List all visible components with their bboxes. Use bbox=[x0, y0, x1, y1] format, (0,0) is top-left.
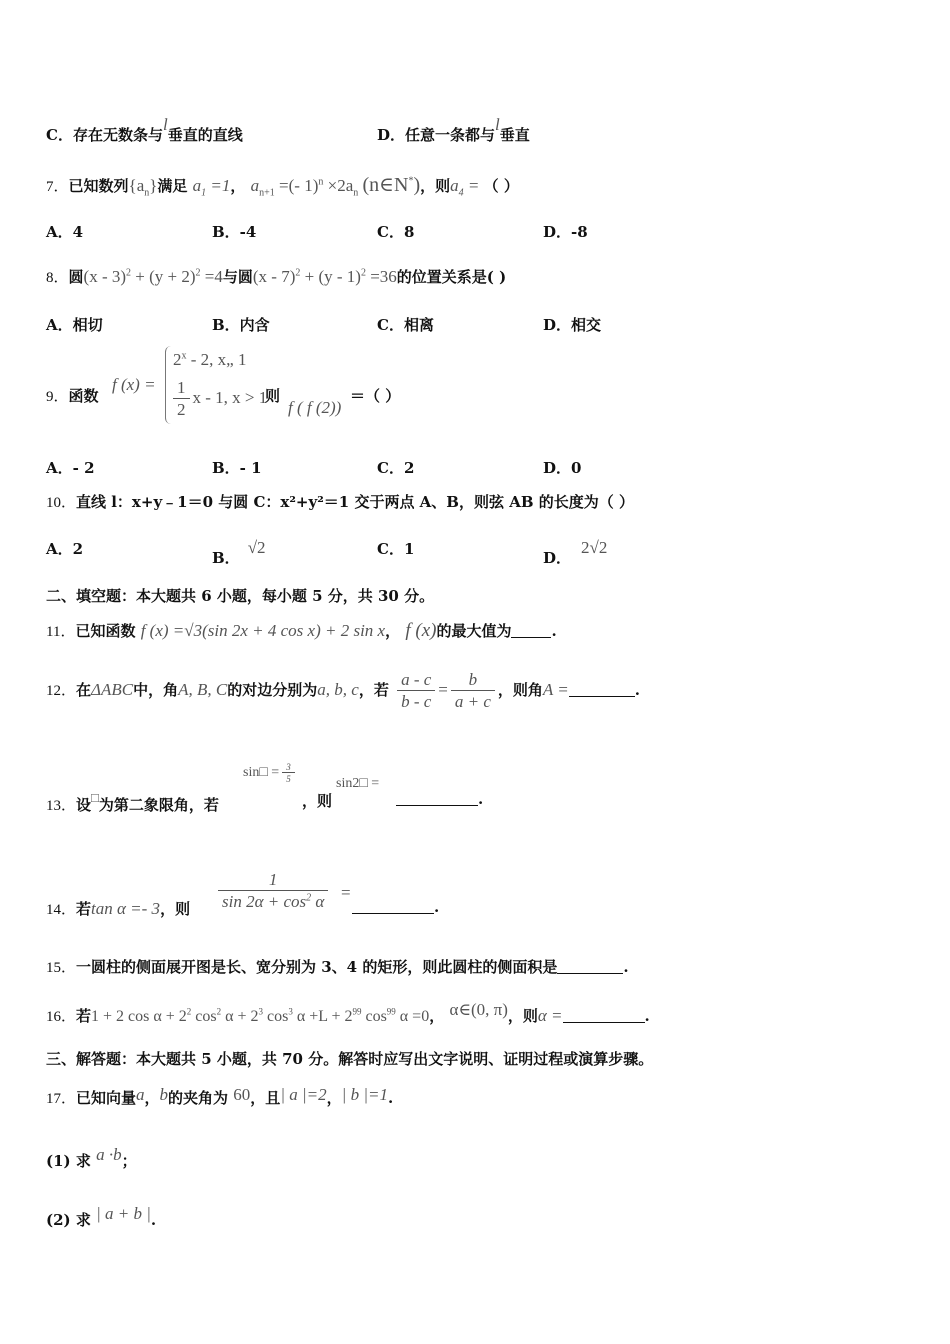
q9-then: 则 bbox=[265, 387, 281, 405]
q9-composite: f ( f (2)) bbox=[288, 398, 342, 417]
question-10: 10．直线 l：x+y﹣1＝0 与圆 C：x²+y²＝1 交于两点 A、B，则弦 AB 的长度为（ ） bbox=[46, 493, 634, 511]
question-13: 13．设□为第二象限角，若 bbox=[46, 790, 219, 814]
q13-sin-condition: sin□ = $\frac{3}{5}$ bbox=[243, 762, 298, 784]
q14-answer-blank: . bbox=[352, 898, 439, 916]
question-15: 15．一圆柱的侧面展开图是长、宽分别为 3、4 的矩形，则此圆柱的侧面积是 . bbox=[46, 958, 629, 976]
q13-answer-blank: . bbox=[396, 790, 483, 808]
q9-case-2: $\frac{1}{2}$ x - 1, x > 1 bbox=[170, 378, 267, 420]
q10-option-b: B．√2 bbox=[212, 538, 266, 567]
q7-option-d: D．-8 bbox=[543, 223, 588, 241]
question-7: 7．已知数列$\{a_n\}$满足 $a_1 =1$， $a_{n+1}$ =(- $1)^n \times 2a_n$ (n∈N*)，则$a_4$ = （ ） bbox=[46, 174, 519, 199]
q6-option-d: D．任意一条都与l垂直 bbox=[377, 115, 530, 144]
q7-option-a: A．4 bbox=[46, 223, 84, 241]
question-11: 11．已知函数 f (x) =√3(sin 2x + 4 cos x) + 2 sin x， f (x)的最大值为 . bbox=[46, 620, 557, 641]
q6-option-c: C．存在无数条与l垂直的直线 bbox=[46, 115, 243, 144]
question-8: 8．圆$(x - 3)^2 + (y + 2)^2 =4$与圆(x - 7)$^2$ + (y - 1)$^2$ =36的位置关系是( ) bbox=[46, 267, 507, 286]
q9-case-1: 2$^x$ - 2, x„ 1 bbox=[173, 350, 247, 369]
q9-paren: ＝（ ） bbox=[350, 387, 401, 405]
q9-option-d: D．0 bbox=[543, 459, 582, 477]
q10-option-a: A．2 bbox=[46, 540, 84, 558]
q9-option-a: A．- 2 bbox=[46, 459, 95, 477]
question-9: 9．函数 bbox=[46, 387, 99, 405]
q9-option-c: C．2 bbox=[377, 459, 415, 477]
q17-part-2: (2) 求 | a + b |. bbox=[46, 1204, 157, 1229]
q8-option-b: B．内含 bbox=[212, 316, 270, 334]
q13-then: ，则 bbox=[302, 792, 333, 810]
question-14: 14．若tan α =- 3，则 bbox=[46, 899, 191, 918]
q10-option-d: D．2√2 bbox=[543, 538, 608, 567]
q17-part-1: (1) 求 a ·b； bbox=[46, 1145, 137, 1170]
q7-option-b: B．-4 bbox=[212, 223, 257, 241]
q13-sin2: sin2□ = bbox=[336, 776, 380, 791]
q8-option-d: D．相交 bbox=[543, 316, 602, 334]
question-12: 12．在ΔABC中，角A, B, C的对边分别为a, b, c，若 $\frac{a - c}{b - c}$ = $\frac{b}{a + c}$ ，则角A = . bbox=[46, 670, 640, 711]
section-3-heading: 三、解答题：本大题共 5 小题，共 70 分。解答时应写出文字说明、证明过程或演算步骤。 bbox=[46, 1050, 654, 1068]
q9-option-b: B．- 1 bbox=[212, 459, 262, 477]
question-16: 16．若1 + 2 $\cos \alpha + 2^2$ $\cos^2 \alpha + 2^3$ $\cos^3 \alpha +L + 2^{99}$ $\cos^{99} \alpha =0$， α∈(0, π)，则α = . bbox=[46, 1000, 650, 1025]
q9-function: f (x) = bbox=[112, 375, 156, 394]
section-2-heading: 二、填空题：本大题共 6 小题，每小题 5 分，共 30 分。 bbox=[46, 587, 435, 605]
q7-option-c: C．8 bbox=[377, 223, 415, 241]
q8-option-c: C．相离 bbox=[377, 316, 434, 334]
q14-fraction: $\frac{1}{\sin 2\alpha + \cos^2 \alpha}$ bbox=[215, 870, 331, 912]
question-17: 17．已知向量a，b的夹角为 60，且| a |=2，| b |=1. bbox=[46, 1085, 394, 1107]
q10-option-c: C．1 bbox=[377, 540, 415, 558]
q14-equals: = bbox=[341, 883, 351, 902]
q8-option-a: A．相切 bbox=[46, 316, 103, 334]
